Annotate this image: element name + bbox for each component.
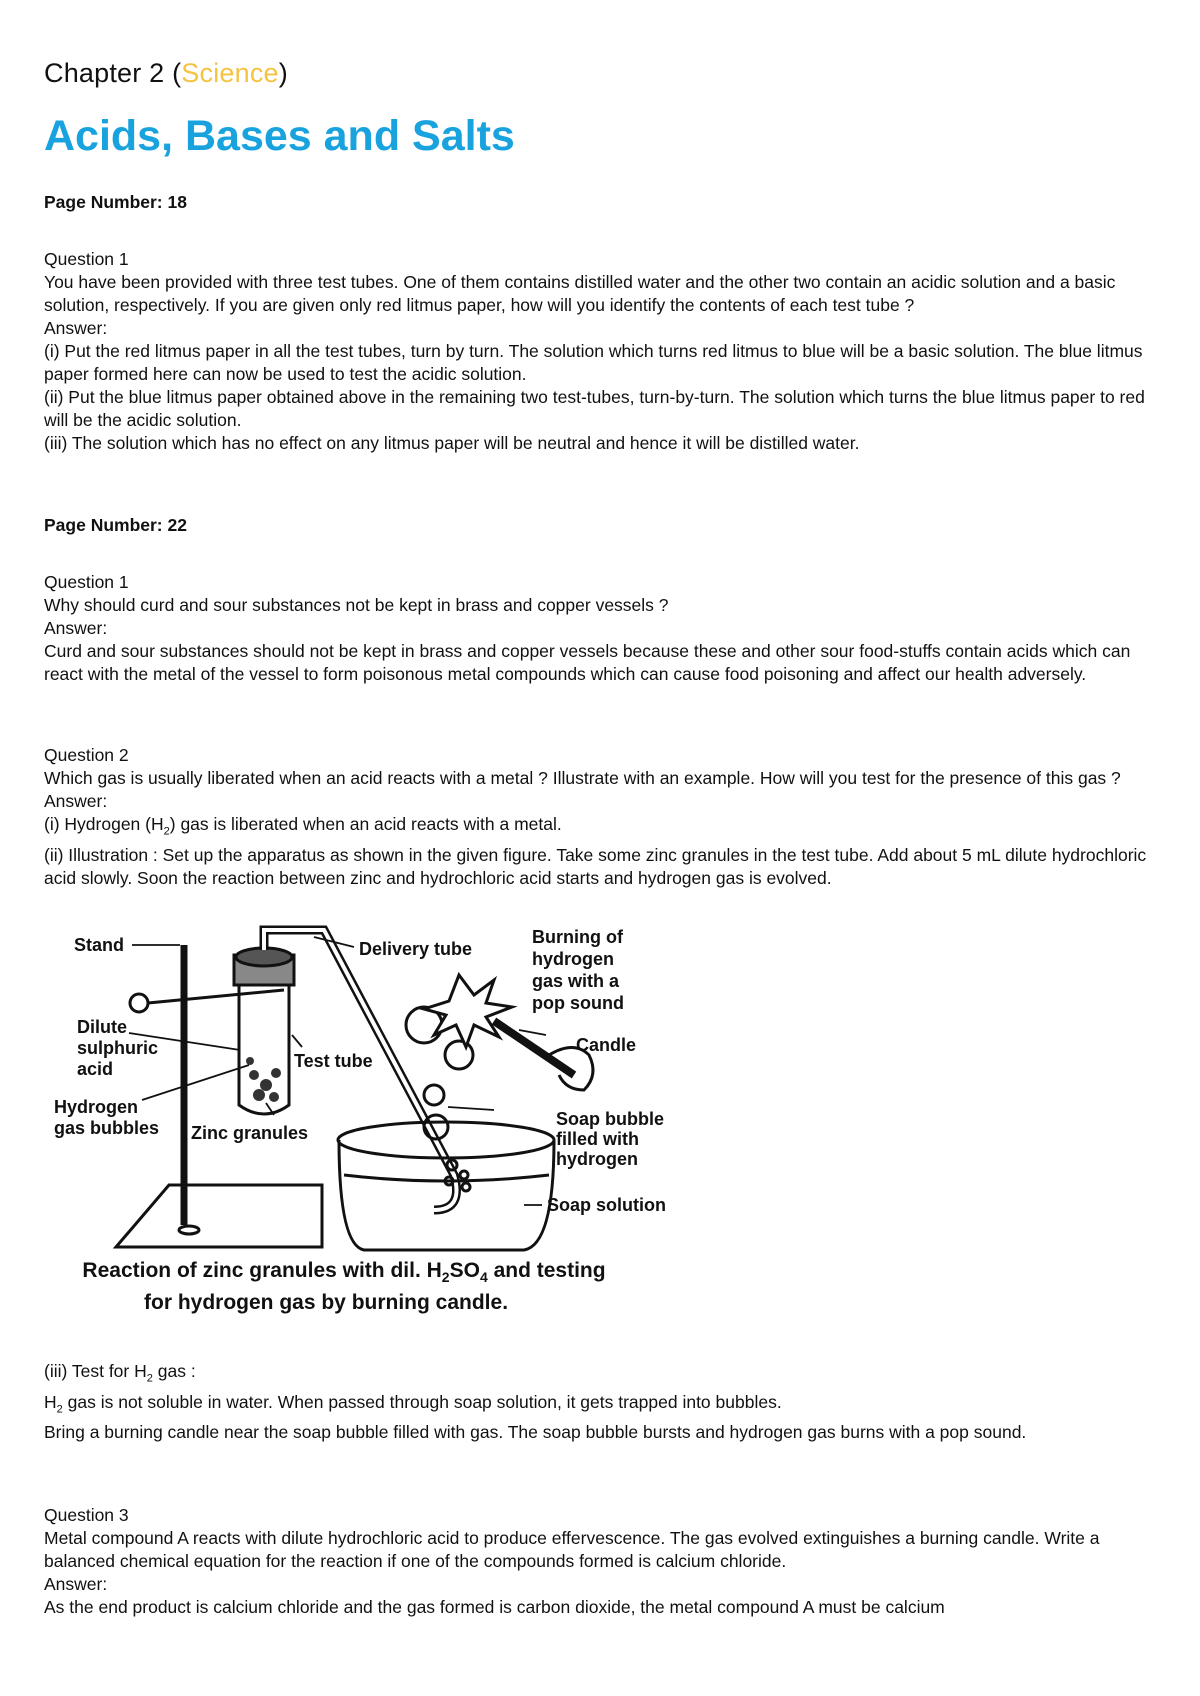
chapter-heading [44, 58, 288, 89]
answer-label: Answer: [44, 791, 108, 811]
page-number-22: Page Number: 22 [44, 515, 187, 535]
label-burning: Burning of [532, 927, 623, 947]
answer-line: (ii) Illustration : Set up the apparatus as shown in the given figure. Take some zinc granules in the test tube. Add about 5 mL dilute hydrochloric acid slowly. Soon the reaction between zinc and hydrochloric acid starts and hydrogen gas is evolved. [44, 844, 1147, 888]
answer-label: Answer: [44, 618, 108, 638]
chapter-subject: Science [181, 58, 279, 88]
question-text: Why should curd and sour substances not be kept in brass and copper vessels ? [44, 595, 669, 615]
figure-caption-line1: Reaction of zinc granules with dil. $H_2SO_4$ and testing [82, 1259, 606, 1285]
answer-text: As the end product is calcium chloride and the gas formed is carbon dioxide, the metal compound A must be calcium [44, 1597, 945, 1617]
label-hydrogen-bubbles: Hydrogen [54, 1097, 139, 1117]
question-label: Question 2 [44, 745, 129, 765]
subscript: 2 [146, 1372, 153, 1385]
answer-line: (i) Put the red litmus paper in all the test tubes, turn by turn. The solution which turns red litmus to blue will be a basic solution. The blue litmus paper formed here can now be used to test the acidic solution. [44, 341, 1143, 384]
answer-label: Answer: [44, 318, 108, 338]
text-run: gas : [152, 1361, 196, 1381]
chapter-prefix: Chapter 2 ( [44, 58, 182, 88]
answer-line: (ii) Put the blue litmus paper obtained above in the remaining two test-tubes, turn-by-turn. The solution which turns the blue litmus paper to red will be the acidic solution. [44, 387, 1145, 430]
question-text: Metal compound A reacts with dilute hydrochloric acid to produce effervescence. The gas evolved extinguishes a burning candle. Write a balanced chemical equation for the reaction if one of the compounds formed is calcium chloride. [44, 1528, 1100, 1571]
text-run: H [44, 1391, 57, 1412]
text-run: gas is not soluble in water. When passed through soap solution, it gets trapped into bubbles. [62, 1391, 782, 1412]
apparatus-figure [54, 925, 694, 1285]
subscript: 2 [163, 825, 170, 838]
label-soap-bubble: Soap bubble [556, 1109, 664, 1129]
label-hydrogen-bubbles: gas bubbles [54, 1118, 160, 1138]
label-soap-bubble: hydrogen [556, 1149, 639, 1169]
soap-bubble [424, 1085, 444, 1105]
question-block-p22-q3 [44, 1504, 1154, 1619]
question-block-p18-q1 [44, 248, 1154, 455]
text-run: (i) Hydrogen (H [44, 814, 164, 834]
text-run: (iii) Test for H [44, 1361, 147, 1381]
answer-line [44, 813, 1154, 844]
answer-text: Curd and sour substances should not be kept in brass and copper vessels because these and other sour food-stuffs contain acids which can react with the metal of the vessel to form poisonous metal compounds which can cause food poisoning and affect our health adversely. [44, 641, 1131, 684]
label-dilute: acid [77, 1059, 114, 1079]
label-burning: gas with a [532, 971, 620, 991]
page-title: Acids, Bases and Salts [44, 112, 515, 160]
answer-label: Answer: [44, 1574, 108, 1594]
question-label: Question 1 [44, 572, 129, 592]
label-soap-bubble: filled with [556, 1129, 639, 1149]
zinc-granules [246, 1057, 281, 1102]
label-dilute: Dilute [77, 1017, 128, 1037]
answer-line [44, 1360, 1154, 1391]
clamp-arm [148, 990, 284, 1003]
label-zinc-granules: Zinc granules [191, 1123, 309, 1143]
answer-line: Bring a burning candle near the soap bubble filled with gas. The soap bubble bursts and hydrogen gas burns with a pop sound. [44, 1422, 1027, 1442]
stand-base-hole [179, 1226, 199, 1234]
question-text: Which gas is usually liberated when an acid reacts with a metal ? Illustrate with an example. How will you test for the presence of this gas ? [44, 768, 1121, 788]
page-number-18: Page Number: 18 [44, 192, 187, 212]
label-soap-solution: Soap solution [547, 1195, 666, 1215]
subscript: 2 [56, 1403, 63, 1415]
label-dilute: sulphuric [77, 1038, 159, 1058]
question-block-p22-q2 [44, 744, 1154, 890]
soap-bubble [445, 1041, 473, 1069]
stand-base [116, 1185, 322, 1247]
question-block-p22-q1 [44, 571, 1154, 686]
question-label: Question 3 [44, 1505, 129, 1525]
label-test-tube: Test tube [294, 1051, 373, 1071]
chapter-suffix: ) [278, 58, 288, 88]
label-delivery-tube: Delivery tube [359, 939, 473, 959]
figure-caption-line2: for hydrogen gas by burning candle. [144, 1291, 509, 1314]
label-burning: pop sound [532, 993, 624, 1013]
text-run: ) gas is liberated when an acid reacts with a metal. [169, 814, 562, 834]
answer-line [44, 1391, 1154, 1422]
question-block-p22-q2-part3 [44, 1360, 1154, 1444]
question-text: You have been provided with three test tubes. One of them contains distilled water and the other two contain an acidic solution and a basic solution, respectively. If you are given only red litmus paper, how will you identify the contents of each test tube ? [44, 272, 1116, 315]
label-stand: Stand [74, 935, 125, 955]
clamp-knob [130, 994, 148, 1012]
label-candle: Candle [576, 1035, 637, 1055]
question-label: Question 1 [44, 249, 129, 269]
label-pointers [129, 937, 546, 1205]
label-burning: hydrogen [532, 949, 615, 969]
answer-line: (iii) The solution which has no effect on any litmus paper will be neutral and hence it will be distilled water. [44, 433, 860, 453]
